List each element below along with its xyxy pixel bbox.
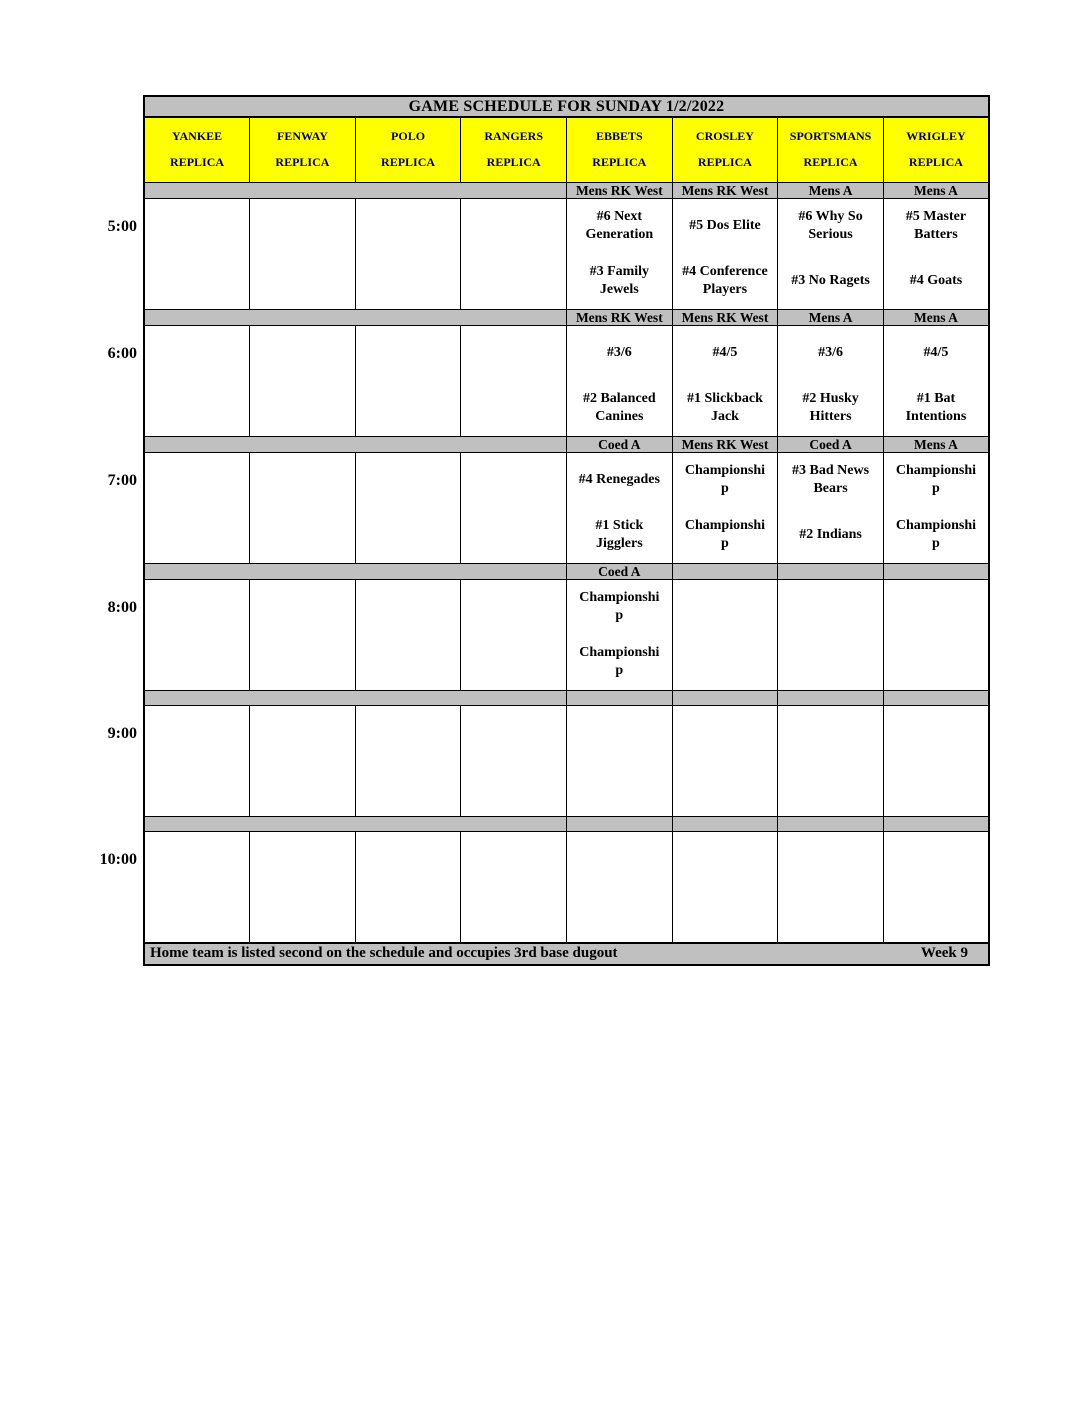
home-team-slot xyxy=(884,381,988,436)
away-team-name: Championship xyxy=(895,462,977,496)
field-sub-label: REPLICA xyxy=(908,155,963,170)
home-team-slot xyxy=(567,254,672,309)
home-team-slot xyxy=(673,635,778,690)
away-team-slot xyxy=(461,199,566,254)
away-team-slot xyxy=(778,326,883,381)
away-team-slot xyxy=(778,706,883,761)
league-strip-cell xyxy=(778,816,884,831)
away-team-name: Championship xyxy=(579,589,660,623)
away-team-slot xyxy=(778,453,883,508)
away-team-slot xyxy=(250,453,355,508)
home-team-slot xyxy=(356,887,461,942)
field-name-label: POLO xyxy=(391,129,426,144)
home-team-name: Championship xyxy=(684,517,766,551)
home-team-slot xyxy=(461,887,566,942)
game-cell xyxy=(250,579,356,690)
league-strip-cell xyxy=(144,563,250,579)
league-strip-cell xyxy=(355,563,461,579)
away-team-slot xyxy=(145,199,249,254)
home-team-slot xyxy=(250,635,355,690)
home-team-slot xyxy=(356,761,461,816)
league-strip-row xyxy=(144,436,989,452)
home-team-slot xyxy=(673,761,778,816)
game-cell xyxy=(250,831,356,943)
home-team-slot xyxy=(356,635,461,690)
league-label: Mens A xyxy=(778,309,884,325)
column-header-ebbets xyxy=(567,117,673,182)
league-strip-cell xyxy=(144,436,250,452)
home-team-name: #1 Stick Jigglers xyxy=(595,517,644,551)
game-cell xyxy=(144,198,250,309)
field-sub-label: REPLICA xyxy=(486,155,541,170)
game-cell xyxy=(778,198,884,309)
league-strip-cell xyxy=(883,690,989,705)
time-gutter xyxy=(0,0,137,1408)
game-cell xyxy=(883,198,989,309)
field-sub-label: REPLICA xyxy=(170,155,225,170)
league-strip-cell xyxy=(250,309,356,325)
away-team-slot xyxy=(145,326,249,381)
home-team-slot xyxy=(884,887,988,942)
league-strip-cell xyxy=(778,563,884,579)
away-team-slot xyxy=(673,199,778,254)
league-label: Mens RK West xyxy=(567,309,673,325)
game-row xyxy=(144,705,989,816)
league-label: Mens RK West xyxy=(672,309,778,325)
field-sub-label: REPLICA xyxy=(381,155,436,170)
league-label: Mens RK West xyxy=(672,436,778,452)
away-team-slot xyxy=(250,706,355,761)
home-team-slot xyxy=(778,381,883,436)
league-strip-cell xyxy=(355,690,461,705)
home-team-slot xyxy=(461,635,566,690)
game-cell xyxy=(778,452,884,563)
game-cell xyxy=(250,452,356,563)
away-team-slot xyxy=(461,706,566,761)
league-label: Mens RK West xyxy=(567,182,673,198)
away-team-slot xyxy=(145,580,249,635)
home-team-slot xyxy=(356,381,461,436)
away-team-slot xyxy=(884,580,988,635)
league-strip-cell xyxy=(883,816,989,831)
home-team-name: #2 Husky Hitters xyxy=(802,390,859,424)
away-team-slot xyxy=(356,453,461,508)
column-header-sportsmans xyxy=(778,117,884,182)
away-team-slot xyxy=(250,832,355,887)
game-cell xyxy=(778,705,884,816)
home-team-slot xyxy=(461,508,566,563)
league-label: Mens A xyxy=(883,436,989,452)
time-label: 5:00 xyxy=(107,218,137,235)
league-strip-cell xyxy=(355,309,461,325)
league-strip-row xyxy=(144,816,989,831)
field-sub-label: REPLICA xyxy=(803,155,858,170)
footer-row xyxy=(144,943,989,965)
game-cell xyxy=(883,325,989,436)
column-header-crosley xyxy=(672,117,778,182)
away-team-slot xyxy=(673,326,778,381)
column-header-fenway xyxy=(250,117,356,182)
league-strip-cell xyxy=(461,563,567,579)
field-name-label: SPORTSMANS xyxy=(789,129,872,144)
field-sub-label: REPLICA xyxy=(697,155,752,170)
home-team-slot xyxy=(250,381,355,436)
home-team-slot xyxy=(884,508,988,563)
away-team-slot xyxy=(356,326,461,381)
league-strip-cell xyxy=(672,816,778,831)
league-label: Coed A xyxy=(567,563,673,579)
away-team-slot xyxy=(145,706,249,761)
league-strip-row xyxy=(144,690,989,705)
league-strip-cell xyxy=(144,182,250,198)
away-team-name: #4 Renegades xyxy=(578,471,660,487)
game-cell xyxy=(778,325,884,436)
away-team-slot xyxy=(673,832,778,887)
league-strip-cell xyxy=(355,436,461,452)
away-team-name: #6 Why So Serious xyxy=(798,208,863,242)
home-team-slot xyxy=(884,761,988,816)
game-row xyxy=(144,452,989,563)
home-team-slot xyxy=(567,508,672,563)
time-label: 7:00 xyxy=(107,472,137,489)
league-strip-row xyxy=(144,309,989,325)
field-name-label: RANGERS xyxy=(484,129,544,144)
league-label: Mens A xyxy=(883,182,989,198)
home-team-slot xyxy=(356,254,461,309)
field-name-label: WRIGLEY xyxy=(906,129,966,144)
home-team-slot xyxy=(778,887,883,942)
game-cell xyxy=(355,325,461,436)
home-team-slot xyxy=(461,761,566,816)
field-name-label: YANKEE xyxy=(171,129,223,144)
game-row xyxy=(144,831,989,943)
column-header-yankee xyxy=(144,117,250,182)
league-strip-cell xyxy=(355,182,461,198)
column-header-rangers xyxy=(461,117,567,182)
away-team-slot xyxy=(778,199,883,254)
column-header-polo xyxy=(355,117,461,182)
column-header-wrigley xyxy=(883,117,989,182)
game-cell xyxy=(672,579,778,690)
home-team-name: #4 Goats xyxy=(909,272,963,288)
game-cell xyxy=(672,325,778,436)
away-team-slot xyxy=(778,832,883,887)
league-label: Coed A xyxy=(778,436,884,452)
game-cell xyxy=(355,198,461,309)
away-team-slot xyxy=(884,326,988,381)
home-team-slot xyxy=(673,381,778,436)
league-strip-cell xyxy=(250,182,356,198)
game-cell xyxy=(567,831,673,943)
home-team-slot xyxy=(145,508,249,563)
away-team-slot xyxy=(884,832,988,887)
league-label: Mens A xyxy=(883,309,989,325)
game-cell xyxy=(672,831,778,943)
home-team-slot xyxy=(673,508,778,563)
away-team-slot xyxy=(567,199,672,254)
away-team-slot xyxy=(356,832,461,887)
away-team-slot xyxy=(250,326,355,381)
game-cell xyxy=(567,198,673,309)
schedule-title: GAME SCHEDULE FOR SUNDAY 1/2/2022 xyxy=(144,96,989,117)
away-team-slot xyxy=(567,706,672,761)
home-team-name: #3 Family Jewels xyxy=(589,263,650,297)
game-row xyxy=(144,579,989,690)
home-team-name: #2 Balanced Canines xyxy=(582,390,656,424)
game-cell xyxy=(567,452,673,563)
home-team-name: #1 Slickback Jack xyxy=(687,390,763,424)
away-team-slot xyxy=(145,832,249,887)
home-team-slot xyxy=(778,508,883,563)
field-name-label: FENWAY xyxy=(276,129,328,144)
away-team-name: #3 Bad News Bears xyxy=(792,462,870,496)
league-strip-cell xyxy=(144,690,250,705)
league-strip-cell xyxy=(461,690,567,705)
time-label: 6:00 xyxy=(107,345,137,362)
league-strip-cell xyxy=(778,690,884,705)
away-team-slot xyxy=(567,326,672,381)
game-cell xyxy=(250,325,356,436)
league-strip-cell xyxy=(567,690,673,705)
home-team-slot xyxy=(145,381,249,436)
game-cell xyxy=(250,705,356,816)
away-team-name: #4/5 xyxy=(712,344,738,360)
game-cell xyxy=(461,325,567,436)
away-team-name: #4/5 xyxy=(923,344,949,360)
home-team-slot xyxy=(567,381,672,436)
league-strip-cell xyxy=(144,309,250,325)
time-label: 10:00 xyxy=(99,851,137,868)
away-team-slot xyxy=(461,580,566,635)
game-cell xyxy=(778,831,884,943)
away-team-slot xyxy=(356,199,461,254)
league-strip-cell xyxy=(461,182,567,198)
footer-content xyxy=(145,945,988,962)
away-team-slot xyxy=(673,706,778,761)
away-team-slot xyxy=(461,453,566,508)
home-team-slot xyxy=(145,761,249,816)
away-team-name: #5 Master Batters xyxy=(905,208,967,242)
away-team-name: #3/6 xyxy=(606,344,632,360)
league-label: Mens RK West xyxy=(672,182,778,198)
league-label: Mens A xyxy=(778,182,884,198)
away-team-slot xyxy=(145,453,249,508)
game-cell xyxy=(672,198,778,309)
game-cell xyxy=(567,705,673,816)
field-sub-label: REPLICA xyxy=(275,155,330,170)
away-team-slot xyxy=(356,706,461,761)
time-label: 9:00 xyxy=(107,725,137,742)
home-team-slot xyxy=(884,635,988,690)
schedule-table-body xyxy=(144,96,989,965)
home-team-slot xyxy=(567,887,672,942)
home-team-slot xyxy=(778,761,883,816)
game-cell xyxy=(144,452,250,563)
game-cell xyxy=(672,452,778,563)
away-team-name: #3/6 xyxy=(818,344,843,360)
home-team-slot xyxy=(778,254,883,309)
game-cell xyxy=(883,579,989,690)
game-row xyxy=(144,198,989,309)
home-team-slot xyxy=(250,887,355,942)
game-cell xyxy=(355,831,461,943)
game-cell xyxy=(461,198,567,309)
field-sub-label: REPLICA xyxy=(592,155,647,170)
game-cell xyxy=(672,705,778,816)
field-name-label: EBBETS xyxy=(595,129,643,144)
league-label: Coed A xyxy=(567,436,673,452)
home-team-slot xyxy=(778,635,883,690)
game-cell xyxy=(355,452,461,563)
away-team-slot xyxy=(461,832,566,887)
game-cell xyxy=(883,831,989,943)
footer-cell xyxy=(144,943,989,965)
game-cell xyxy=(144,705,250,816)
home-team-slot xyxy=(250,254,355,309)
home-team-name: #1 Bat Intentions xyxy=(905,390,967,424)
home-team-name: #2 Indians xyxy=(799,526,862,542)
home-team-slot xyxy=(356,508,461,563)
week-label: Week 9 xyxy=(920,945,968,961)
game-cell xyxy=(461,579,567,690)
league-strip-cell xyxy=(250,563,356,579)
home-team-name: #4 Conference Players xyxy=(682,263,768,297)
schedule-table xyxy=(143,95,990,966)
game-cell xyxy=(355,579,461,690)
league-strip-cell xyxy=(250,690,356,705)
league-strip-cell xyxy=(883,563,989,579)
away-team-slot xyxy=(884,706,988,761)
away-team-slot xyxy=(778,580,883,635)
home-team-slot xyxy=(145,254,249,309)
game-cell xyxy=(144,579,250,690)
home-team-slot xyxy=(567,635,672,690)
game-cell xyxy=(144,831,250,943)
game-cell xyxy=(567,325,673,436)
home-team-slot xyxy=(673,254,778,309)
game-cell xyxy=(355,705,461,816)
away-team-slot xyxy=(567,580,672,635)
game-cell xyxy=(567,579,673,690)
league-strip-cell xyxy=(672,690,778,705)
away-team-slot xyxy=(567,453,672,508)
away-team-slot xyxy=(356,580,461,635)
home-team-slot xyxy=(567,761,672,816)
league-strip-cell xyxy=(250,816,356,831)
league-strip-row xyxy=(144,563,989,579)
away-team-name: #5 Dos Elite xyxy=(689,217,761,233)
league-strip-cell xyxy=(144,816,250,831)
league-strip-cell xyxy=(461,436,567,452)
game-cell xyxy=(778,579,884,690)
away-team-slot xyxy=(250,199,355,254)
league-strip-cell xyxy=(355,816,461,831)
home-team-slot xyxy=(673,887,778,942)
away-team-slot xyxy=(567,832,672,887)
time-label: 8:00 xyxy=(107,599,137,616)
away-team-slot xyxy=(673,453,778,508)
away-team-name: Championship xyxy=(684,462,766,496)
game-cell xyxy=(461,705,567,816)
game-cell xyxy=(250,198,356,309)
title-row xyxy=(144,96,989,117)
home-team-name: Championship xyxy=(579,644,660,678)
home-team-name: Championship xyxy=(895,517,977,551)
home-team-slot xyxy=(461,254,566,309)
league-strip-cell xyxy=(672,563,778,579)
home-team-note: Home team is listed second on the schedule and occupies 3rd base dugout xyxy=(150,945,618,961)
home-team-name: #3 No Ragets xyxy=(791,272,870,288)
game-row xyxy=(144,325,989,436)
home-team-slot xyxy=(145,635,249,690)
away-team-slot xyxy=(884,453,988,508)
home-team-slot xyxy=(461,381,566,436)
game-cell xyxy=(144,325,250,436)
away-team-slot xyxy=(673,580,778,635)
league-strip-cell xyxy=(461,309,567,325)
away-team-slot xyxy=(461,326,566,381)
game-cell xyxy=(883,705,989,816)
league-strip-cell xyxy=(461,816,567,831)
game-cell xyxy=(461,452,567,563)
league-strip-row xyxy=(144,182,989,198)
home-team-slot xyxy=(884,254,988,309)
game-cell xyxy=(461,831,567,943)
away-team-slot xyxy=(250,580,355,635)
league-strip-cell xyxy=(567,816,673,831)
away-team-slot xyxy=(884,199,988,254)
league-strip-cell xyxy=(250,436,356,452)
field-header-row xyxy=(144,117,989,182)
away-team-name: #6 Next Generation xyxy=(585,208,654,242)
game-cell xyxy=(883,452,989,563)
home-team-slot xyxy=(250,761,355,816)
home-team-slot xyxy=(145,887,249,942)
home-team-slot xyxy=(250,508,355,563)
field-name-label: CROSLEY xyxy=(695,129,754,144)
